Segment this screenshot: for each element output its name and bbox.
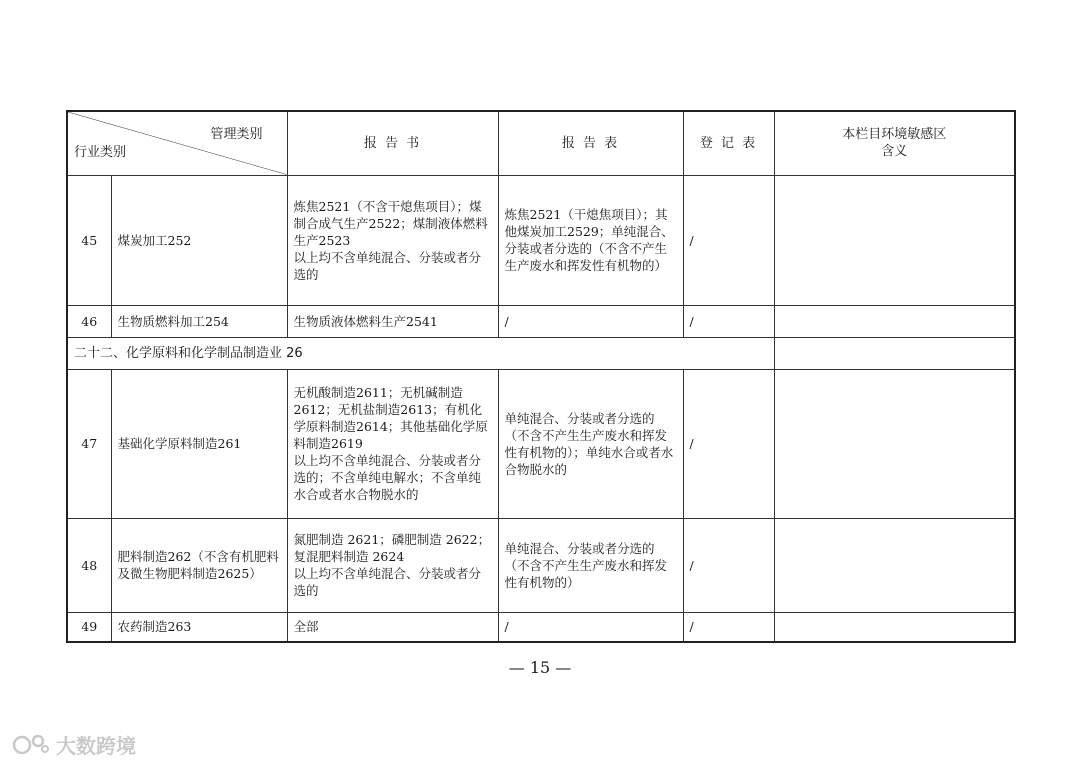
sensitive-cell <box>774 369 1015 518</box>
page-number: — 15 — <box>508 658 572 677</box>
table-row <box>67 175 1015 305</box>
industry-cell: 农药制造263 <box>111 612 287 642</box>
report-book-header: 报 告 书 <box>287 111 498 175</box>
watermark <box>12 730 136 759</box>
row-number: 46 <box>67 305 111 337</box>
register-cell: / <box>683 175 774 305</box>
header-row <box>67 111 1015 175</box>
catalog-table <box>66 110 1016 643</box>
industry-category-label: 行业类别 <box>74 144 127 160</box>
industry-cell: 煤炭加工252 <box>111 175 287 305</box>
report-book-cell: 氮肥制造 2621；磷肥制造 2622；复混肥料制造 2624 以上均不含单纯混合、分装或者分选的 <box>287 518 498 612</box>
table-row <box>67 369 1015 518</box>
report-form-cell: / <box>498 612 683 642</box>
management-category-label: 管理类别 <box>210 127 263 142</box>
register-form-header: 登 记 表 <box>683 111 774 175</box>
report-book-cell: 全部 <box>287 612 498 642</box>
sensitive-cell <box>774 518 1015 612</box>
table-row <box>67 612 1015 642</box>
report-book-cell: 炼焦2521（不含干熄焦项目）；煤制合成气生产2522；煤制液体燃料生产2523 以上均不含单纯混合、分装或者分选的 <box>287 175 498 305</box>
report-form-cell: 单纯混合、分装或者分选的（不含不产生生产废水和挥发性有机物的）；单纯水合或者水合物脱水的 <box>498 369 683 518</box>
row-number: 45 <box>67 175 111 305</box>
section-row <box>67 337 1015 369</box>
row-number: 47 <box>67 369 111 518</box>
report-form-cell: 单纯混合、分装或者分选的（不含不产生生产废水和挥发性有机物的） <box>498 518 683 612</box>
watermark-logo-icon <box>12 733 50 757</box>
report-form-header: 报 告 表 <box>498 111 683 175</box>
sensitive-cell <box>774 175 1015 305</box>
table-row <box>67 518 1015 612</box>
report-form-cell: 炼焦2521（干熄焦项目）；其他煤炭加工2529；单纯混合、分装或者分选的（不含不产生生产废水和挥发性有机物的） <box>498 175 683 305</box>
sensitive-cell <box>774 337 1015 369</box>
row-number: 48 <box>67 518 111 612</box>
sensitive-cell <box>774 305 1015 337</box>
report-book-cell: 生物质液体燃料生产2541 <box>287 305 498 337</box>
row-number: 49 <box>67 612 111 642</box>
report-form-cell: / <box>498 305 683 337</box>
industry-cell: 基础化学原料制造261 <box>111 369 287 518</box>
sensitive-cell <box>774 612 1015 642</box>
register-cell: / <box>683 518 774 612</box>
report-book-cell: 无机酸制造2611；无机碱制造2612；无机盐制造2613；有机化学原料制造2614；其他基础化学原料制造2619 以上均不含单纯混合、分装或者分选的；不含单纯电解水；不含单纯水合或者水合物脱水的 <box>287 369 498 518</box>
table-row <box>67 305 1015 337</box>
industry-cell: 生物质燃料加工254 <box>111 305 287 337</box>
section-title: 二十二、化学原料和化学制品制造业 26 <box>67 337 774 369</box>
register-cell: / <box>683 305 774 337</box>
diagonal-header-cell <box>67 111 287 175</box>
register-cell: / <box>683 612 774 642</box>
register-cell: / <box>683 369 774 518</box>
industry-cell: 肥料制造262（不含有机肥料及微生物肥料制造2625） <box>111 518 287 612</box>
sensitive-area-header: 本栏目环境敏感区 含义 <box>774 111 1015 175</box>
watermark-text: 大数跨境 <box>56 734 136 758</box>
